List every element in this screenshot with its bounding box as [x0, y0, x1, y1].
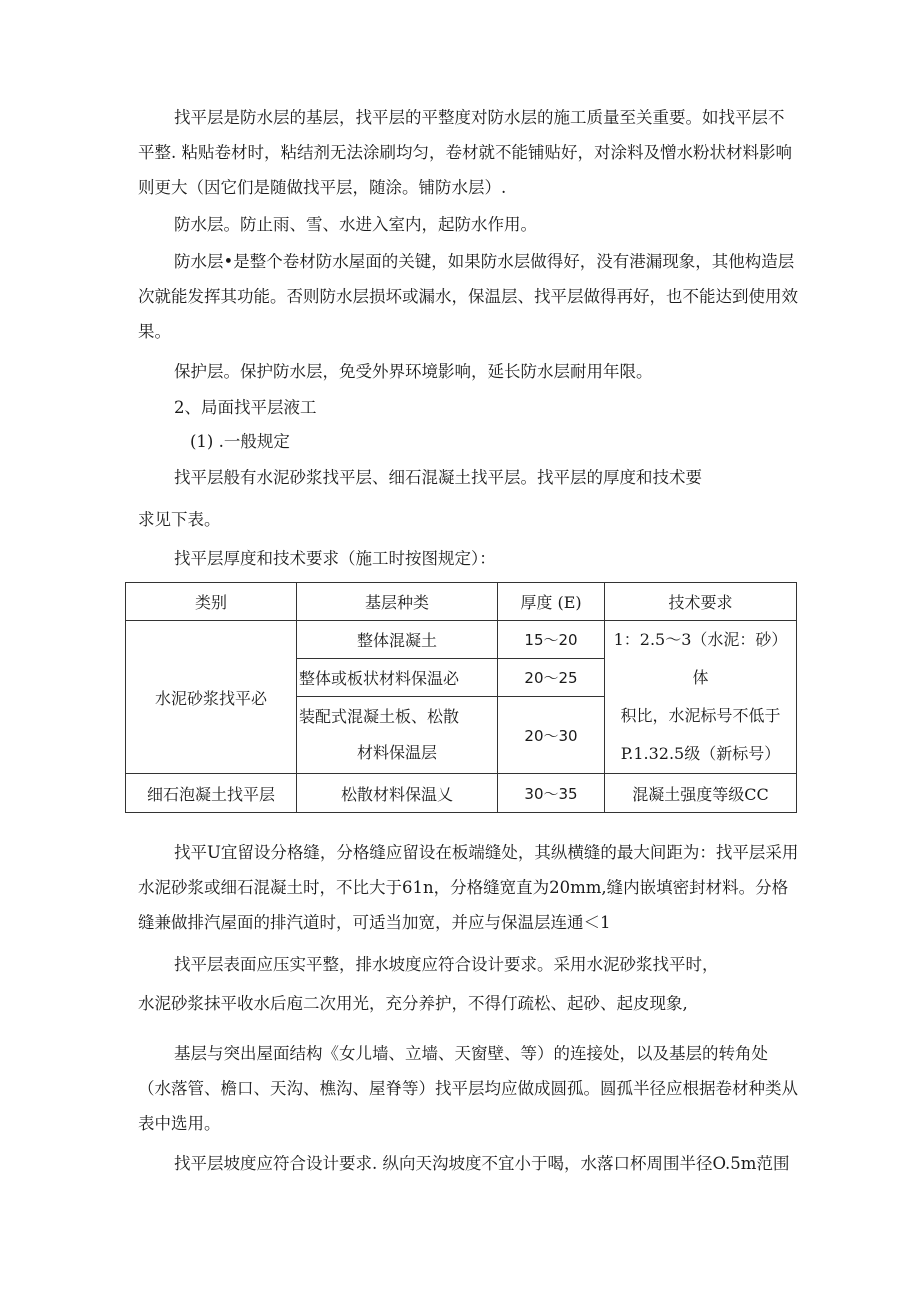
paragraph-surface-line2: 水泥砂浆抹平收水后庖二次用光，充分养护，不得仃疏松、起砂、起皮现象, — [138, 994, 688, 1013]
paragraph-fillet: 基层与突出屋面结构《女儿墙、立墙、天窗壁、等）的连接处，以及基层的转角处（水落管、檐口、天沟、樵沟、屋脊等）找平层均应做成圆孤。圆孤半径应根据卷材种类从表中选用。 — [138, 1044, 798, 1133]
table-header-cell: 厚度 (E) — [498, 583, 605, 621]
table-header-cell: 类别 — [126, 583, 297, 621]
table-header-cell: 技术要求 — [605, 583, 797, 621]
paragraph-waterproof-layer: 防水层。防止雨、雪、水进入室内，起防水作用。 — [174, 215, 537, 234]
requirement-cell — [605, 621, 797, 774]
paragraph-waterproof-key: 防水层•是整个卷材防水屋面的关键，如果防水层做得好，没有港漏现象，其他构造层次就能发挥其功能。否则防水层损坏或漏水，保温层、找平层做得再好，也不能达到使用效果。 — [138, 252, 798, 341]
thickness-cell: 20～30 — [498, 697, 605, 774]
section-heading: 2、局面找平层液工 — [174, 398, 317, 417]
thickness-cell: 15～20 — [498, 621, 605, 659]
paragraph-protective-layer: 保护层。保护防水层，免受外界环境影响，延长防水层耐用年限。 — [174, 362, 653, 381]
paragraph-surface-line1: 找平层表面应压实平整，排水坡度应符合设计要求。采用水泥砂浆找平时， — [174, 955, 719, 974]
category-cell: 水泥砂浆找平必 — [126, 621, 297, 774]
spec-table — [125, 582, 797, 813]
subsection-heading: (1) .一般规定 — [190, 432, 290, 451]
requirement-line: P.1.32.5级（新标号） — [620, 744, 781, 763]
paragraph-leveling-types-line2: 求见下表。 — [138, 510, 221, 529]
paragraph-division-joints: 找平U宜留设分格缝，分格缝应留设在板端缝处，其纵横缝的最大间距为：找平层采用水泥砂浆或细石混凝土时，不比大于61n，分格缝宽直为20mm,缝内嵌填密封材料。分格缝兼做排汽屋面的排汽道时，可适当加宽，并应与保温层连通＜1 — [138, 843, 799, 932]
category-cell: 细石泡凝土找平层 — [126, 774, 297, 813]
table-caption: 找平层厚度和技术要求（施工时按图规定）： — [174, 549, 496, 568]
base-type-line: 材料保温层 — [356, 743, 437, 763]
thickness-cell: 20～25 — [498, 658, 605, 697]
base-type-cell: 整体混凝土 — [297, 621, 498, 659]
base-type-cell — [297, 697, 498, 774]
base-type-cell: 松散材料保温乂 — [297, 774, 498, 813]
base-type-line: 装配式混凝土板、松散 — [299, 707, 460, 727]
table-row — [126, 621, 797, 659]
requirement-line: 积比，水泥标号不低于 — [620, 706, 781, 725]
thickness-cell: 30～35 — [498, 774, 605, 813]
table-row — [126, 774, 797, 813]
base-type-cell: 整体或板状材料保温必 — [297, 658, 498, 697]
paragraph-leveling-layer: 找平层是防水层的基层，找平层的平整度对防水层的施工质量至关重要。如找平层不平整. 粘贴卷材时，粘结剂无法涂刷均匀，卷材就不能铺贴好，对涂料及憎水粉状材料影响则更大（因它们是随做找平层，随涂。铺防水层）. — [138, 108, 792, 197]
table-header-row — [126, 583, 797, 621]
table-header-cell: 基层种类 — [297, 583, 498, 621]
paragraph-leveling-types-line1: 找平层般有水泥砂浆找平层、细石混凝土找平层。找平层的厚度和技术要 — [174, 468, 702, 487]
paragraph-slope: 找平层坡度应符合设计要求. 纵向天沟坡度不宜小于喝，水落口杯周围半径O.5m范围 — [174, 1154, 790, 1173]
requirement-line: 1：2.5～3（水泥：砂）体 — [613, 630, 788, 687]
requirement-cell: 混凝土强度等级CC — [605, 774, 797, 813]
